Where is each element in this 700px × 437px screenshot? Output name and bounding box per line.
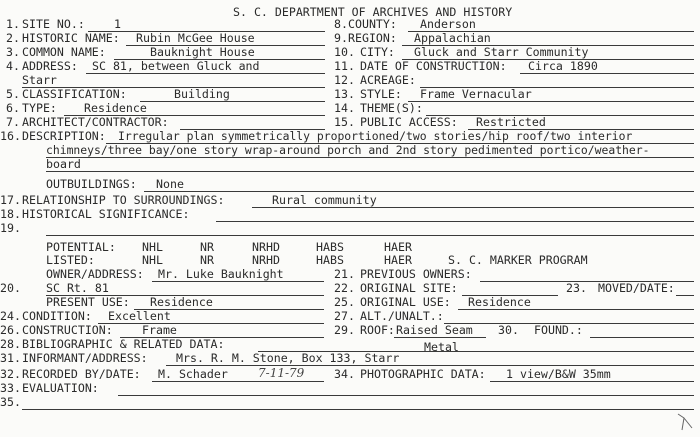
address-label: ADDRESS: — [22, 59, 78, 73]
potential-nrhd: NRHD — [252, 240, 280, 254]
type-label: TYPE: — [22, 101, 57, 115]
alt-unalt-label: ALT./UNALT.: — [360, 309, 444, 323]
photographic-data-value: 1 view/B&W 35mm — [506, 367, 611, 381]
informant-line — [166, 365, 694, 366]
region-value: Appalachian — [414, 31, 491, 45]
outbuildings-label: OUTBUILDINGS: — [46, 177, 137, 191]
style-value: Frame Vernacular — [420, 87, 532, 101]
present-use-label: PRESENT USE: — [46, 295, 130, 309]
address-line — [86, 73, 325, 74]
region-label: REGION: — [348, 31, 397, 45]
field-23-number: 23. — [566, 281, 587, 295]
field-31-number: 31. — [0, 351, 21, 365]
owner-label: OWNER/ADDRESS: — [46, 267, 144, 281]
field-5-number: 5. — [6, 87, 20, 101]
county-value: Anderson — [420, 17, 476, 31]
condition-value: Excellent — [108, 309, 171, 323]
previous-owners-label: PREVIOUS OWNERS: — [360, 267, 472, 281]
description-text-line2: chimneys/three bay/one story wrap-around porch and 2nd story pedimented portico/weather- — [46, 143, 650, 157]
field-28-number: 28. — [0, 337, 21, 351]
field-27-number: 27. — [334, 309, 355, 323]
potential-nhl: NHL — [142, 240, 163, 254]
roof-value-line2: Metal — [424, 340, 459, 354]
classification-line — [140, 101, 325, 102]
potential-label: POTENTIAL: — [46, 240, 116, 254]
historic-name-label: HISTORIC NAME: — [22, 31, 120, 45]
photographic-data-line — [490, 381, 694, 382]
historical-significance-label: HISTORICAL SIGNIFICANCE: — [22, 207, 190, 221]
field-15-number: 15. — [334, 115, 355, 129]
construction-value: Frame — [142, 323, 177, 337]
recorded-by-value: M. Schader — [158, 367, 228, 381]
field-18-number: 18. — [0, 207, 21, 221]
outbuildings-line — [144, 191, 694, 192]
field-25-number: 25. — [334, 295, 355, 309]
original-use-line — [458, 309, 694, 310]
relationship-label: RELATIONSHIP TO SURROUNDINGS: — [22, 193, 225, 207]
architect-label: ARCHITECT/CONTRACTOR: — [22, 115, 169, 129]
listed-nhl: NHL — [142, 253, 163, 267]
themes-label: THEME(S): — [360, 101, 423, 115]
description-text-line1: Irregular plan symmetrically proportioned/two stories/hip roof/two interior — [118, 129, 633, 143]
outbuildings-value: None — [156, 177, 184, 191]
field-26-number: 26. — [0, 323, 21, 337]
field-35-line — [22, 409, 694, 410]
county-label: COUNTY: — [348, 17, 397, 31]
field-21-number: 21. — [334, 267, 355, 281]
field-30-number: 30. — [498, 323, 519, 337]
field-8-number: 8. — [334, 17, 348, 31]
roof-label: ROOF: — [360, 323, 395, 337]
owner-address-value: SC Rt. 81 — [46, 281, 109, 295]
description-label: DESCRIPTION: — [22, 129, 106, 143]
type-value: Residence — [84, 101, 147, 115]
original-site-label: ORIGINAL SITE: — [360, 281, 458, 295]
informant-value: Mrs. R. M. Stone, Box 133, Starr — [176, 351, 400, 365]
field-19-number: 19. — [0, 221, 21, 235]
owner-value: Mr. Luke Bauknight — [158, 267, 284, 281]
evaluation-line — [118, 395, 694, 396]
original-use-label: ORIGINAL USE: — [360, 295, 451, 309]
field-29-number: 29. — [334, 323, 355, 337]
city-label: CITY: — [360, 45, 395, 59]
listed-haer: HAER — [384, 253, 412, 267]
photographic-data-label: PHOTOGRAPHIC DATA: — [360, 367, 486, 381]
site-no-value: 1 — [114, 17, 121, 31]
corner-mark-icon — [674, 408, 696, 434]
recorded-by-line — [152, 381, 324, 382]
date-of-construction-line — [520, 73, 694, 74]
potential-habs: HABS — [316, 240, 344, 254]
description-text-line3: board — [46, 157, 81, 171]
address-value-line1: SC 81, between Gluck and — [92, 59, 260, 73]
historic-name-value: Rubin McGee House — [136, 31, 255, 45]
date-of-construction-label: DATE OF CONSTRUCTION: — [360, 59, 507, 73]
field-12-number: 12. — [334, 73, 355, 87]
roof-value-line1: Raised Seam — [396, 323, 473, 337]
field-19-line — [46, 235, 694, 236]
style-line — [408, 101, 694, 102]
description-line-3 — [46, 171, 694, 172]
site-no-label: SITE NO.: — [22, 17, 85, 31]
relationship-value: Rural community — [272, 193, 377, 207]
style-label: STYLE: — [360, 87, 402, 101]
field-32-number: 32. — [0, 367, 21, 381]
foundation-line — [590, 337, 694, 338]
field-9-number: 9. — [334, 31, 348, 45]
potential-nr: NR — [200, 240, 214, 254]
field-24-number: 24. — [0, 309, 21, 323]
listed-nr: NR — [200, 253, 214, 267]
field-7-number: 7. — [6, 115, 20, 129]
informant-label: INFORMANT/ADDRESS: — [22, 351, 148, 365]
field-13-number: 13. — [334, 87, 355, 101]
field-10-number: 10. — [334, 45, 355, 59]
field-33-number: 33. — [0, 381, 21, 395]
field-22-number: 22. — [334, 281, 355, 295]
field-11-number: 11. — [334, 59, 355, 73]
field-2-number: 2. — [6, 31, 20, 45]
public-access-label: PUBLIC ACCESS: — [360, 115, 458, 129]
field-1-number: 1. — [6, 17, 20, 31]
field-3-number: 3. — [6, 45, 20, 59]
present-use-value: Residence — [150, 295, 213, 309]
themes-line — [426, 115, 694, 116]
field-16-number: 16. — [0, 129, 21, 143]
address-value-line2: Starr — [22, 73, 57, 87]
owner-line — [152, 281, 324, 282]
moved-date-label: MOVED/DATE: — [598, 281, 675, 295]
marker-program-label: S. C. MARKER PROGRAM — [448, 253, 588, 267]
classification-label: CLASSIFICATION: — [22, 87, 127, 101]
field-34-number: 34. — [334, 367, 355, 381]
common-name-label: COMMON NAME: — [22, 45, 106, 59]
public-access-value: Restricted — [476, 115, 546, 129]
city-value: Gluck and Starr Community — [414, 45, 589, 59]
evaluation-label: EVALUATION: — [22, 381, 99, 395]
recorded-date-value: 7-11-79 — [258, 366, 305, 380]
construction-label: CONSTRUCTION: — [22, 323, 113, 337]
field-35-number: 35. — [0, 395, 21, 409]
original-use-value: Residence — [468, 295, 531, 309]
potential-haer: HAER — [384, 240, 412, 254]
date-of-construction-value: Circa 1890 — [528, 59, 598, 73]
common-name-value: Bauknight House — [150, 45, 255, 59]
listed-nrhd: NRHD — [252, 253, 280, 267]
field-17-number: 17. — [0, 193, 21, 207]
listed-label: LISTED: — [46, 253, 95, 267]
acreage-label: ACREAGE: — [360, 73, 416, 87]
description-line-2 — [46, 157, 694, 158]
moved-date-line — [676, 295, 694, 296]
listed-habs: HABS — [316, 253, 344, 267]
condition-line — [98, 323, 324, 324]
roof-line — [394, 337, 486, 338]
field-20-number: 20. — [0, 281, 21, 295]
card-title: S. C. DEPARTMENT OF ARCHIVES AND HISTORY — [233, 5, 513, 19]
relationship-line — [252, 207, 694, 208]
recorded-by-label: RECORDED BY/DATE: — [22, 367, 141, 381]
field-14-number: 14. — [334, 101, 355, 115]
foundation-label: FOUND.: — [534, 323, 583, 337]
field-6-number: 6. — [6, 101, 20, 115]
condition-label: CONDITION: — [22, 309, 92, 323]
bibliographic-label: BIBLIOGRAPHIC & RELATED DATA: — [22, 337, 225, 351]
classification-value: Building — [174, 87, 230, 101]
historical-significance-line — [216, 221, 694, 222]
field-4-number: 4. — [6, 59, 20, 73]
